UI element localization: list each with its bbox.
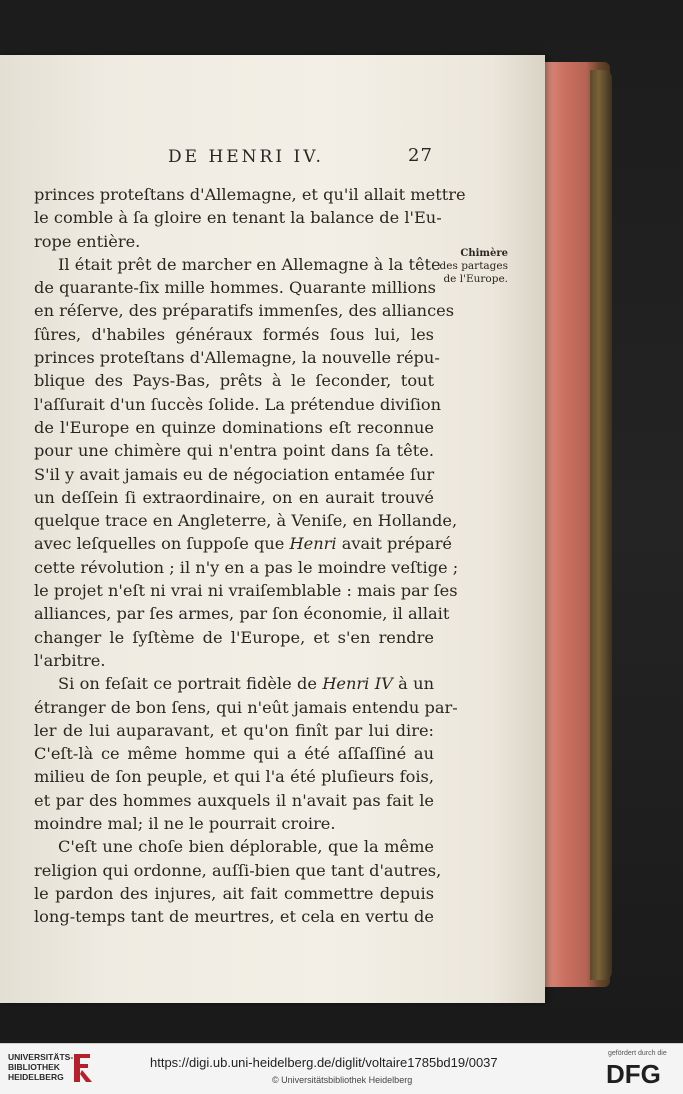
- text-line: C'eſt-là ce même homme qui a été aſſaſſiné au: [34, 744, 434, 764]
- text-line: cette révolution ; il n'y en a pas le moindre veſtige ;: [34, 557, 459, 577]
- text-line: en réſerve, des préparatifs immenſes, des alliances: [34, 301, 455, 321]
- running-head-title: DE HENRI IV.: [168, 147, 324, 167]
- text-line: milieu de ſon peuple, et qui l'a été pluſieurs fois,: [34, 767, 434, 787]
- text-line: de quarante-ſix mille hommes. Quarante millions: [34, 278, 436, 298]
- text-line: le projet n'eſt ni vrai ni vraiſemblable : mais par ſes: [34, 581, 458, 601]
- text-line: C'eſt une choſe bien déplorable, que la même: [58, 837, 434, 857]
- text-line: ſûres, d'habiles généraux formés ſous lui, les: [34, 324, 434, 344]
- text-line: avec leſquelles on ſuppoſe que Henri avait préparé: [34, 534, 453, 554]
- library-name-line: BIBLIOTHEK: [8, 1062, 60, 1072]
- text-line: princes proteſtans d'Allemagne, la nouvelle répu-: [34, 348, 440, 368]
- dfg-logo[interactable]: DFG: [606, 1059, 661, 1089]
- text-line: de l'Europe en quinze dominations eſt reconnue: [34, 417, 434, 437]
- text-line: moindre mal; il ne le pourrait croire.: [34, 814, 336, 834]
- text-line: changer le ſyſtème de l'Europe, et s'en rendre: [34, 627, 434, 647]
- text-line: un deſſein ſi extraordinaire, on en aurait trouvé: [34, 487, 434, 507]
- library-logo-icon: [70, 1050, 94, 1086]
- text-line: S'il y avait jamais eu de négociation entamée ſur: [34, 464, 435, 484]
- library-name-line: UNIVERSITÄTS-: [8, 1052, 74, 1062]
- text-line: blique des Pays-Bas, prêts à le ſeconder, tout: [34, 371, 434, 391]
- text-line: le comble à ſa gloire en tenant la balance de l'Eu-: [34, 208, 442, 228]
- book-cover-edge: [590, 70, 612, 980]
- text-line: et par des hommes auxquels il n'avait pas fait le: [34, 790, 434, 810]
- text-line: Il était prêt de marcher en Allemagne à la tête: [58, 254, 441, 274]
- text-line: Si on feſait ce portrait fidèle de Henri IV à un: [58, 674, 435, 694]
- margin-note-line: des partages: [439, 260, 508, 272]
- text-line: alliances, par ſes armes, par ſon économie, il allait: [34, 604, 450, 624]
- text-line: le pardon des injures, ait fait commettre depuis: [34, 883, 434, 903]
- library-name-line: HEIDELBERG: [8, 1072, 64, 1082]
- body-text: [34, 183, 466, 929]
- text-line: l'aſſurait d'un ſuccès ſolide. La prétendue diviſion: [34, 394, 442, 414]
- text-line: rope entière.: [34, 231, 141, 251]
- text-line: étranger de bon ſens, qui n'eût jamais entendu par-: [34, 697, 458, 717]
- funder-caption: gefördert durch die: [608, 1050, 667, 1057]
- text-line: pour une chimère qui n'entra point dans ſa tête.: [34, 441, 434, 461]
- text-line: ler de lui auparavant, et qu'on finît par lui dire:: [34, 720, 434, 740]
- text-line: quelque trace en Angleterre, à Veniſe, en Hollande,: [34, 511, 458, 531]
- viewer-footer: [0, 1043, 683, 1094]
- page-number: 27: [408, 145, 433, 166]
- permalink-url[interactable]: https://digi.ub.uni-heidelberg.de/diglit/voltaire1785bd19/0037: [150, 1055, 498, 1070]
- text-line: l'arbitre.: [34, 650, 106, 670]
- text-line: long-temps tant de meurtres, et cela en vertu de: [34, 907, 434, 927]
- margin-note-line: de l'Europe.: [443, 273, 508, 285]
- text-line: religion qui ordonne, auſſi-bien que tant d'autres,: [34, 860, 442, 880]
- copyright-text: © Universitätsbibliothek Heidelberg: [272, 1075, 413, 1085]
- running-head: [0, 145, 545, 175]
- text-line: princes proteſtans d'Allemagne, et qu'il allait mettre: [34, 185, 466, 204]
- margin-note-line: Chimère: [460, 248, 508, 259]
